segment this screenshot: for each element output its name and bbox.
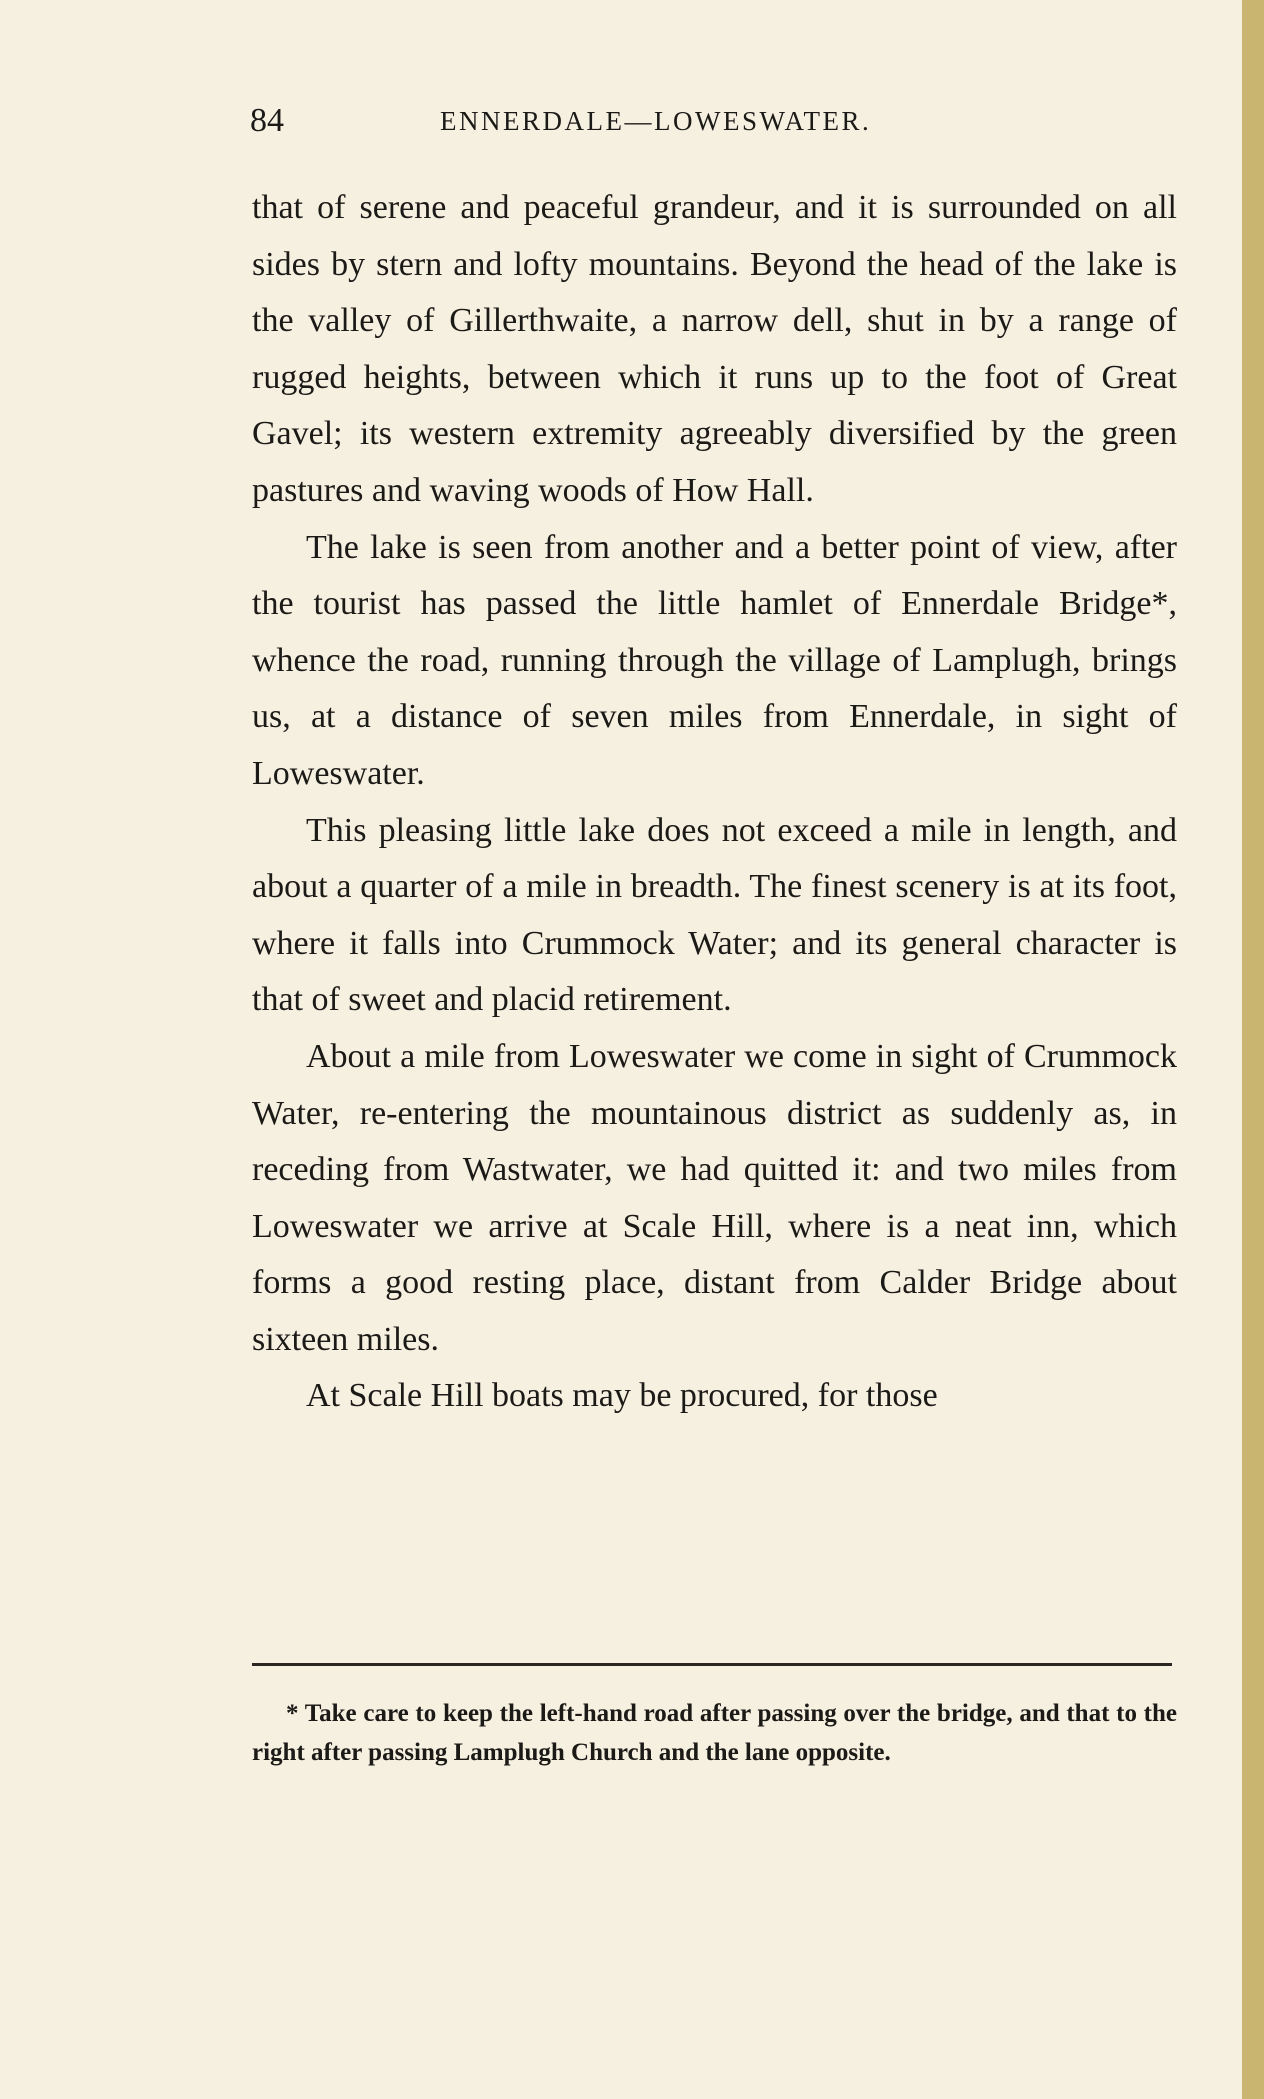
- footnote-rule: [252, 1663, 1172, 1666]
- running-head: ENNERDALE—LOWESWATER.: [440, 106, 872, 136]
- paragraph: About a mile from Loweswater we come in sight of Crummock Water, re-entering the mountainous district as suddenly as, in receding from Wastwater, we had quitted it: and two miles from Loweswater we arrive at Scale Hill, where is a neat inn, which forms a good resting place, distant from Calder Bridge about sixteen miles.: [252, 1037, 1177, 1358]
- paragraph: This pleasing little lake does not exceed a mile in length, and about a quarter of a mile in breadth. The finest scenery is at its foot, where it falls into Crummock Water; and its general character is that of sweet and placid retirement.: [252, 811, 1177, 1019]
- page-header: [250, 102, 1170, 152]
- footnote: * Take care to keep the left-hand road after passing over the bridge, and that to the right after passing Lamplugh Church and the lane opposite.: [252, 1700, 1177, 1766]
- body-text: [252, 180, 1177, 1425]
- paragraph: The lake is seen from another and a better point of view, after the tourist has passed the little hamlet of Ennerdale Bridge*, whence the road, running through the village of Lamplugh, brings us, at a distance of seven miles from Ennerdale, in sight of Loweswater.: [252, 528, 1177, 792]
- paragraph: that of serene and peaceful grandeur, and it is surrounded on all sides by stern and lofty mountains. Beyond the head of the lake is the valley of Gillerthwaite, a narrow dell, shut in by a range of rugged heights, between which it runs up to the foot of Great Gavel; its western extremity agreeably diversified by the green pastures and waving woods of How Hall.: [252, 189, 1177, 509]
- paragraph: At Scale Hill boats may be procured, for those: [306, 1377, 938, 1415]
- page-edge: [1242, 0, 1264, 2099]
- page-number: 84: [250, 102, 284, 139]
